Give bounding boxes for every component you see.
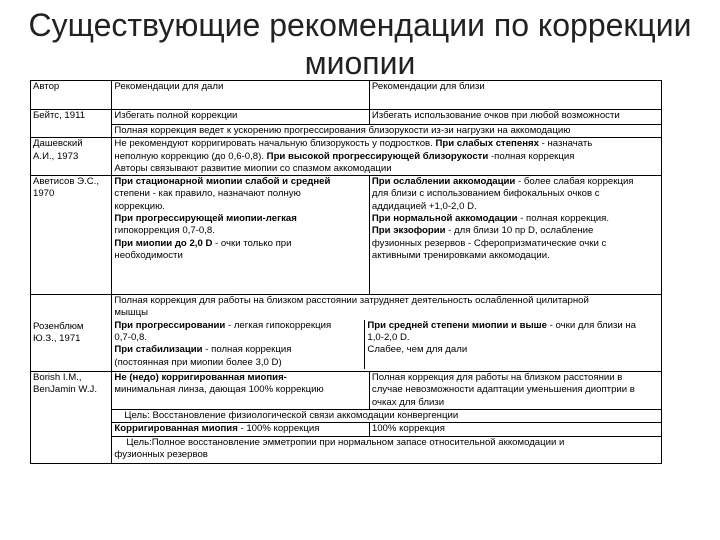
dashevsky-line-2 — [114, 151, 659, 163]
rosenblum-far — [112, 320, 365, 369]
borish-far-l1: Не (недо) корригированная миопия- — [114, 372, 287, 384]
dashevsky-l2-bold: При высокой прогрессирующей близорукости — [266, 150, 489, 162]
table-row-borish-goal-2 — [31, 436, 662, 463]
borish-goal-1: Цель: Восстановление физиологической связи аккомодации конвергенции — [112, 410, 662, 423]
table-row-borish — [31, 372, 662, 410]
author-beits: Бейтс, 1911 — [31, 110, 112, 138]
rosenblum-near-l1 — [367, 320, 636, 332]
rosenblum-far-l1-bold: При прогрессировании — [114, 319, 226, 331]
table-row-borish-goal-1 — [31, 410, 662, 423]
table-row-borish-corrected — [31, 423, 662, 436]
avetisov-near-l5-tail: - для близи 10 пр D, ослабление — [445, 225, 594, 237]
borish-near — [369, 372, 661, 410]
table-row-rosenblum — [31, 295, 662, 372]
dashevsky-l1-bold: При слабых степенях — [435, 138, 539, 150]
author-borish — [31, 372, 112, 463]
author-dashevsky — [31, 138, 112, 176]
avetisov-span-text — [112, 295, 661, 320]
rosenblum-far-l4: (постоянная при миопии более 3,0 D) — [114, 356, 282, 368]
dashevsky-l2-tail: -полная коррекция — [488, 150, 575, 162]
avetisov-far-l3: коррекцию. — [114, 200, 165, 212]
author-avetisov-line-2: 1970 — [33, 188, 55, 200]
borish-goal-2 — [112, 436, 662, 463]
borish-corrected-far — [112, 423, 369, 436]
author-borish-line-2: BenJamin W.J. — [33, 384, 97, 396]
dashevsky-line-1 — [114, 138, 659, 150]
avetisov-near-l5-bold: При экзофории — [371, 225, 446, 237]
avetisov-near-l4-tail: - полная коррекция. — [517, 213, 609, 225]
author-dashevsky-line-1: Дашевский — [33, 138, 83, 150]
table-row-dashevsky — [31, 138, 662, 176]
rosenblum-far-l3-bold: При стабилизации — [114, 344, 203, 356]
dashevsky-l1-tail: - назначать — [538, 138, 593, 150]
dashevsky-line-3: Авторы связывают развитие миопии со спазмом аккомодации — [114, 162, 392, 174]
dashevsky-text — [112, 138, 662, 176]
avetisov-near-l4 — [372, 213, 659, 225]
borish-far-l2: минимальная линза, дающая 100% коррекцию — [114, 384, 324, 396]
slide-title-line-2: миопии — [304, 45, 416, 81]
rosenblum-far-l3-tail: - полная коррекция — [202, 344, 292, 356]
borish-near-l1: Полная коррекция для работы на близком расстоянии в — [371, 372, 623, 384]
beits-far: Избегать полной коррекции — [112, 110, 369, 125]
slide-title-line-1: Существующие рекомендации по коррекции — [28, 7, 692, 43]
avetisov-near-l5 — [372, 225, 659, 237]
avetisov-far-l4: При прогрессирующей миопии-легкая — [114, 213, 297, 225]
author-borish-line-1: Borish I.M., — [33, 372, 82, 384]
rosenblum-near-l1-bold: При средней степени миопии и выше — [367, 319, 547, 331]
author-rosenblum-line-1: Розенблюм — [33, 321, 84, 333]
rosenblum-near-l3: Слабее, чем для дали — [367, 344, 468, 356]
header-far: Рекомендации для дали — [112, 81, 369, 110]
avetisov-near-l2: для близи с использованием бифокальных очков с — [371, 188, 600, 200]
recommendations-table — [30, 80, 662, 464]
borish-corrected-tail: - 100% коррекция — [237, 423, 320, 435]
avetisov-near-l3: аддидацией +1,0-2,0 D. — [371, 200, 477, 212]
author-avetisov — [31, 176, 112, 295]
header-author: Автор — [31, 81, 112, 110]
borish-goal-2-line-1: Цель:Полное восстановление эмметропии при нормальном запасе относительной аккомодации и — [126, 436, 565, 448]
avetisov-near-l6: фузионных резервов - Сферопризматические очки с — [371, 237, 607, 249]
avetisov-span-line-2: мышцы — [114, 307, 148, 319]
avetisov-far-l6-tail: - очки только при — [212, 237, 292, 249]
rosenblum-far-l2: 0,7-0,8. — [114, 332, 147, 344]
avetisov-far-l1: При стационарной миопии слабой и средней — [114, 176, 331, 188]
avetisov-far-l5: гипокоррекция 0,7-0,8. — [114, 225, 215, 237]
rosenblum-far-l1 — [114, 320, 362, 332]
avetisov-far-l6 — [114, 238, 366, 250]
avetisov-near-spacer-2 — [372, 275, 659, 287]
avetisov-far-l6-bold: При миопии до 2,0 D — [114, 237, 213, 249]
beits-span: Полная коррекция ведет к ускорению прогрессирования близорукости из-зи нагрузки на аккомодацию — [112, 125, 662, 138]
rosenblum-far-l3 — [114, 344, 362, 356]
rosenblum-near-l1-tail: - очки для близи на — [547, 319, 637, 331]
table-row-avetisov — [31, 176, 662, 295]
table-row-beits-span — [31, 125, 662, 138]
rosenblum-content — [112, 295, 662, 372]
avetisov-near — [369, 176, 661, 295]
avetisov-span-line-1: Полная коррекция для работы на близком расстоянии затрудняет деятельность ослабленной цилитарной — [114, 295, 589, 307]
dashevsky-l1-plain: Не рекомендуют корригировать начальную близорукость у подростков. — [114, 138, 436, 150]
avetisov-near-spacer — [372, 262, 659, 274]
borish-near-l3: очках для близи — [371, 396, 445, 408]
borish-corrected-bold: Корригированная миопия — [114, 423, 238, 435]
rosenblum-near — [365, 320, 638, 369]
avetisov-near-l1-bold: При ослаблении аккомодации — [371, 176, 516, 188]
avetisov-far — [112, 176, 369, 295]
slide-title — [0, 6, 720, 82]
avetisov-far-l7: необходимости — [114, 249, 183, 261]
table-row-beits — [31, 110, 662, 125]
avetisov-near-l1 — [372, 176, 659, 188]
rosenblum-far-l1-tail: - легкая гипокоррекция — [225, 319, 332, 331]
author-rosenblum — [31, 295, 112, 372]
borish-corrected-near: 100% коррекция — [369, 423, 661, 436]
avetisov-near-l4-bold: При нормальной аккомодации — [371, 213, 518, 225]
borish-goal-2-line-2: фузионных резервов — [114, 448, 208, 460]
avetisov-near-l1-tail: - более слабая коррекция — [515, 176, 634, 188]
table-header-row — [31, 81, 662, 110]
borish-near-l2: случае невозможности адаптации уменьшения диоптрии в — [371, 384, 635, 396]
dashevsky-l2-plain: неполную коррекцию (до 0,6-0,8). — [114, 150, 267, 162]
author-dashevsky-line-2: А.И., 1973 — [33, 150, 79, 162]
beits-near: Избегать использование очков при любой возможности — [369, 110, 661, 125]
rosenblum-near-l2: 1,0-2,0 D. — [367, 332, 410, 344]
avetisov-far-l2: степени - как правило, назначают полную — [114, 188, 301, 200]
rosenblum-columns — [112, 320, 661, 369]
header-near: Рекомендации для близи — [369, 81, 661, 110]
borish-far — [112, 372, 369, 410]
author-avetisov-line-1: Аветисов Э.С., — [33, 176, 99, 188]
avetisov-near-l7: активными тренировками аккомодации. — [371, 249, 550, 261]
author-rosenblum-line-2: Ю.З., 1971 — [33, 333, 81, 345]
